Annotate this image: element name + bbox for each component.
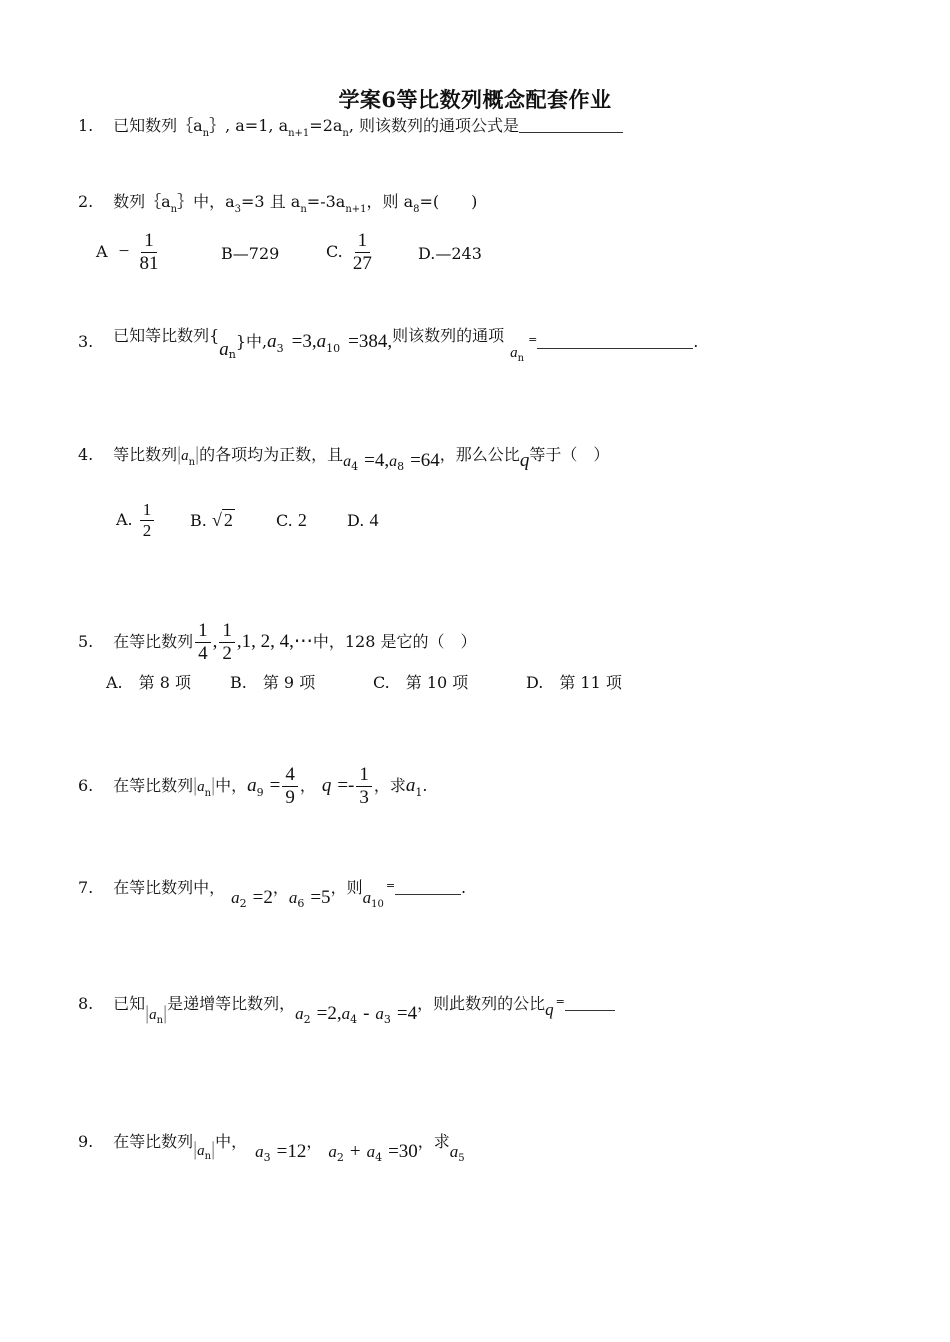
q4-option-c[interactable] <box>276 510 307 531</box>
q8-text-2: 是递增等比数列， <box>167 994 296 1013</box>
math-eq: = <box>528 333 538 346</box>
q9-text-2: 中， <box>215 1132 248 1151</box>
question-7 <box>78 872 466 919</box>
q2-option-b[interactable] <box>221 244 279 263</box>
question-number: 1. <box>78 116 94 135</box>
subscript: n+1 <box>288 128 310 139</box>
math-var: a <box>247 775 257 796</box>
answer-blank[interactable] <box>395 880 461 895</box>
subscript: 3 <box>383 1013 391 1026</box>
subscript: n <box>156 1015 164 1026</box>
set-brace: | <box>193 1138 198 1160</box>
answer-blank[interactable] <box>537 334 693 349</box>
question-6 <box>78 764 428 809</box>
math-eq: =4, <box>364 450 390 471</box>
answer-blank[interactable] <box>519 116 623 133</box>
math-eq: =5 <box>310 887 331 908</box>
subscript: n <box>170 204 178 215</box>
q2-option-d[interactable] <box>418 244 482 263</box>
question-8 <box>78 988 615 1035</box>
subscript: 4 <box>375 1151 383 1164</box>
answer-blank[interactable] <box>565 998 615 1011</box>
question-4 <box>78 440 609 481</box>
math-var: q <box>321 775 332 796</box>
period: . <box>422 776 428 795</box>
q9-text-1: 在等比数列 <box>113 1132 194 1151</box>
subscript: n <box>228 348 236 361</box>
q3-text-1: 已知等比数列{ <box>113 326 220 345</box>
set-brace: | <box>193 774 198 796</box>
subscript: 2 <box>336 1151 344 1164</box>
comma: ， <box>306 1132 323 1151</box>
option-label: D. <box>347 511 365 530</box>
question-number: 3. <box>78 332 94 351</box>
math-var: a <box>341 1004 351 1023</box>
q1-text-4: , 则该数列的通项公式是 <box>348 116 520 135</box>
question-2 <box>78 188 477 224</box>
q4-text-1: 等比数列 <box>113 445 178 464</box>
set-brace: | <box>195 443 200 465</box>
math-var: a <box>288 888 298 907</box>
option-value: 4 <box>369 510 379 530</box>
math-eq: =30 <box>388 1141 418 1162</box>
period: . <box>461 878 467 897</box>
fraction <box>195 620 211 665</box>
q2-text-5: ，则 a <box>366 192 414 211</box>
math-var: a <box>366 1142 376 1161</box>
subscript: 6 <box>297 897 305 910</box>
q1-text-3: =2a <box>309 116 343 135</box>
q2-text-3: =3 且 a <box>241 192 301 211</box>
numerator: 1 <box>140 500 155 521</box>
question-1 <box>78 112 623 148</box>
denominator: 2 <box>142 521 152 540</box>
square-root: √ 2 <box>211 510 233 530</box>
option-value: 2 <box>297 510 307 530</box>
math-eq: =2, <box>316 1003 342 1024</box>
q1-text-2: ｝, a=1, a <box>209 116 289 135</box>
math-var: a <box>449 1142 459 1161</box>
option-label: C. <box>276 511 293 530</box>
denominator: 81 <box>139 253 159 274</box>
subscript: 8 <box>397 460 405 473</box>
subscript: 3 <box>234 204 242 215</box>
math-var: a <box>149 1007 157 1023</box>
option-label: C. <box>326 242 343 261</box>
q2-option-c[interactable] <box>326 230 377 275</box>
math-var: a <box>389 453 398 470</box>
question-number: 4. <box>78 445 94 464</box>
subscript: n <box>204 1151 212 1162</box>
math-var: q <box>519 450 530 471</box>
q3-text-3: 则该数列的通项 <box>392 326 505 345</box>
question-number: 2. <box>78 192 94 211</box>
q4-text-3: ，那么公比 <box>439 445 520 464</box>
math-var: a <box>231 888 240 907</box>
q4-option-a[interactable] <box>116 500 156 541</box>
minus-sign: − <box>118 241 130 262</box>
denominator: 2 <box>222 643 232 664</box>
q5-option-c[interactable]: C. 第 10 项 <box>373 673 469 692</box>
numerator: 1 <box>141 230 157 253</box>
q2-option-a[interactable] <box>96 230 163 275</box>
q5-option-d[interactable]: D. 第 11 项 <box>526 673 622 692</box>
subscript: 5 <box>458 1153 465 1164</box>
subscript: n <box>202 128 210 139</box>
plus-sign: + <box>349 1141 361 1162</box>
q6-text-1: 在等比数列 <box>113 776 194 795</box>
radicand: 2 <box>223 510 233 530</box>
subscript: n <box>517 353 525 364</box>
subscript: 4 <box>350 1013 358 1026</box>
option-label: B—729 <box>221 244 280 263</box>
math-var: a <box>219 339 229 360</box>
math-var: a <box>197 779 205 795</box>
subscript: n <box>188 457 196 468</box>
subscript: 8 <box>413 204 420 215</box>
math-eq: = <box>269 775 281 796</box>
q2-text-2: ｝中，a <box>177 192 235 211</box>
math-var: a <box>181 448 189 464</box>
math-var: a <box>362 888 372 907</box>
subscript: 2 <box>303 1013 311 1026</box>
denominator: 27 <box>352 253 372 274</box>
option-label: A. <box>116 510 133 529</box>
set-brace: | <box>177 443 182 465</box>
question-number: 8. <box>78 994 94 1013</box>
sequence-terms: ,1, 2, 4,⋯ <box>236 631 313 652</box>
comma: ， <box>272 878 289 897</box>
math-var: q <box>545 1000 554 1019</box>
q4-text-4: 等于（ ） <box>529 445 610 464</box>
q9-text-3: ，求 <box>417 1132 450 1151</box>
numerator: 1 <box>195 620 211 643</box>
numerator: 1 <box>219 620 235 643</box>
q6-text-2: 中， <box>215 776 248 795</box>
subscript: 9 <box>256 786 264 799</box>
subscript: 2 <box>239 897 247 910</box>
subscript: 4 <box>351 460 359 473</box>
minus-sign: - <box>363 1003 370 1024</box>
denominator: 3 <box>359 787 369 808</box>
fraction <box>219 620 235 665</box>
subscript: n <box>342 128 349 139</box>
question-3: 3. 已知等比数列$\{a_n\}$中$,a_3 =3,a_{10} =384$,则该数列的通项$a_n^=$ . <box>78 326 699 364</box>
q5-text-2: 中，128 是它的（ ） <box>312 632 477 651</box>
q1-text-1: 已知数列｛a <box>113 116 203 135</box>
denominator: 9 <box>285 787 295 808</box>
question-9 <box>78 1128 465 1173</box>
subscript: 3 <box>276 342 284 355</box>
set-brace: | <box>163 1002 168 1024</box>
fraction <box>282 764 298 809</box>
math-eq: =- <box>337 775 355 796</box>
subscript: n <box>300 204 307 215</box>
numerator: 4 <box>282 764 298 787</box>
math-var: a <box>197 1143 205 1159</box>
q2-text-4: =-3a <box>306 192 346 211</box>
subscript: 1 <box>415 786 423 799</box>
question-number: 7. <box>78 878 94 897</box>
q4-text-2: 的各项均为正数，且 <box>199 445 344 464</box>
subscript: 10 <box>326 342 341 355</box>
math-eq: = <box>385 879 396 892</box>
math-var: a <box>343 453 352 470</box>
option-label: B. <box>190 511 207 530</box>
q7-text-1: 在等比数列中， <box>113 878 226 897</box>
numerator: 1 <box>356 764 372 787</box>
fraction <box>350 230 375 275</box>
q5-text-1: 在等比数列 <box>113 632 194 651</box>
math-var: a <box>267 331 277 352</box>
math-eq: = <box>555 995 565 1008</box>
fraction <box>140 500 155 541</box>
q7-text-2: ，则 <box>330 878 363 897</box>
math-var: a <box>510 345 518 361</box>
option-label: A <box>96 242 108 261</box>
numerator: 1 <box>355 230 371 253</box>
math-var: a <box>328 1142 337 1161</box>
q4-option-d[interactable] <box>347 510 378 531</box>
math-var: a <box>405 775 416 796</box>
q5-option-b[interactable]: B. 第 9 项 <box>230 673 316 692</box>
q6-text-3: ， <box>299 776 316 795</box>
question-5: 5. 在等比数列 $\frac{1}{4}$ , $\frac{1}{2}$ ,1, 2, 4,⋯中，128 是它的（ ） <box>78 620 477 664</box>
q2-text-1: 数列｛a <box>113 192 171 211</box>
subscript: 3 <box>263 1151 271 1164</box>
math-eq: =4 <box>396 1003 418 1024</box>
math-var: a <box>316 331 327 352</box>
math-var: a <box>295 1004 304 1023</box>
subscript: 10 <box>371 899 384 910</box>
q2-text-6: =( ) <box>419 192 478 211</box>
q8-text-1: 已知 <box>113 994 146 1013</box>
question-number: 6. <box>78 776 94 795</box>
q3-text-2: }中, <box>235 332 268 351</box>
denominator: 4 <box>198 643 208 664</box>
subscript: n <box>204 788 212 799</box>
fraction <box>136 230 161 275</box>
q5-option-a[interactable]: A. 第 8 项 <box>106 673 191 692</box>
question-number: 5. <box>78 632 94 651</box>
math-eq: =2 <box>252 887 273 908</box>
q6-text-4: ，求 <box>373 776 406 795</box>
set-brace: | <box>211 1138 216 1160</box>
math-eq: =384, <box>348 331 393 352</box>
q8-text-3: ，则此数列的公比 <box>417 994 546 1013</box>
q4-option-b[interactable] <box>190 510 235 531</box>
question-number: 9. <box>78 1132 94 1151</box>
math-eq: =12 <box>276 1141 307 1162</box>
fraction <box>356 764 372 809</box>
math-var: a <box>255 1142 264 1161</box>
page-title: 学案6等比数列概念配套作业 <box>338 87 612 112</box>
set-brace: | <box>211 774 216 796</box>
option-label: D.—243 <box>418 244 482 263</box>
math-eq: =64 <box>410 450 440 471</box>
set-brace: | <box>145 1002 150 1024</box>
math-var: a <box>375 1004 384 1023</box>
math-eq: =3, <box>291 331 317 352</box>
subscript: n+1 <box>345 204 367 215</box>
